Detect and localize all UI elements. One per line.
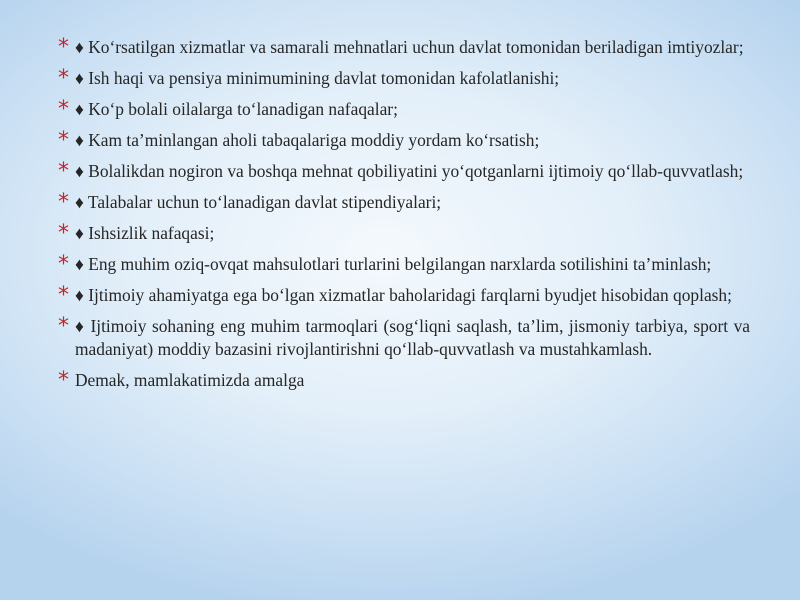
bullet-text: ♦ Talabalar uchun to‘lanadigan davlat stipendiyalari;	[75, 192, 442, 212]
bullet-list	[58, 36, 750, 400]
bullet-item	[58, 36, 750, 59]
bullet-text: ♦ Eng muhim oziq-ovqat mahsulotlari turlarini belgilangan narxlarda sotilishini ta’minlash;	[75, 254, 712, 274]
bullet-text: ♦ Ishsizlik nafaqasi;	[75, 223, 215, 243]
bullet-item	[58, 315, 750, 361]
bullet-marker-asterisk: *	[58, 252, 69, 277]
bullet-item	[58, 160, 750, 183]
bullet-marker-asterisk: *	[58, 283, 69, 308]
bullet-item	[58, 253, 750, 276]
bullet-marker-asterisk: *	[58, 66, 69, 91]
bullet-marker-asterisk: *	[58, 159, 69, 184]
bullet-item	[58, 98, 750, 121]
bullet-item	[58, 191, 750, 214]
bullet-marker-asterisk: *	[58, 190, 69, 215]
bullet-item	[58, 222, 750, 245]
bullet-marker-asterisk: *	[58, 97, 69, 122]
bullet-marker-asterisk: *	[58, 128, 69, 153]
bullet-marker-asterisk: *	[58, 35, 69, 60]
bullet-item	[58, 67, 750, 90]
bullet-text: ♦ Ijtimoiy sohaning eng muhim tarmoqlari (sog‘liqni saqlash, ta’lim, jismoniy tarbiya, sport va madaniyat) moddiy bazasini rivojlantirishni qo‘llab-quvvatlash va mustahkamlash.	[75, 316, 750, 359]
bullet-item	[58, 129, 750, 152]
bullet-text: ♦ Ish haqi va pensiya minimumining davlat tomonidan kafolatlanishi;	[75, 68, 560, 88]
bullet-item	[58, 284, 750, 307]
bullet-text: ♦ Ko‘p bolali oilalarga to‘lanadigan nafaqalar;	[75, 99, 398, 119]
bullet-marker-asterisk: *	[58, 314, 69, 339]
bullet-text: ♦ Ijtimoiy ahamiyatga ega bo‘lgan xizmatlar baholaridagi farqlarni byudjet hisobidan qoplash;	[75, 285, 732, 305]
bullet-text: Demak, mamlakatimizda amalga	[75, 370, 305, 390]
bullet-text: ♦ Ko‘rsatilgan xizmatlar va samarali mehnatlari uchun davlat tomonidan beriladigan imtiyozlar;	[75, 37, 744, 57]
bullet-text: ♦ Kam ta’minlangan aholi tabaqalariga moddiy yordam ko‘rsatish;	[75, 130, 540, 150]
bullet-marker-asterisk: *	[58, 368, 69, 393]
bullet-item	[58, 369, 750, 392]
bullet-marker-asterisk: *	[58, 221, 69, 246]
bullet-text: ♦ Bolalikdan nogiron va boshqa mehnat qobiliyatini yo‘qotganlarni ijtimoiy qo‘llab-quvvatlash;	[75, 161, 744, 181]
